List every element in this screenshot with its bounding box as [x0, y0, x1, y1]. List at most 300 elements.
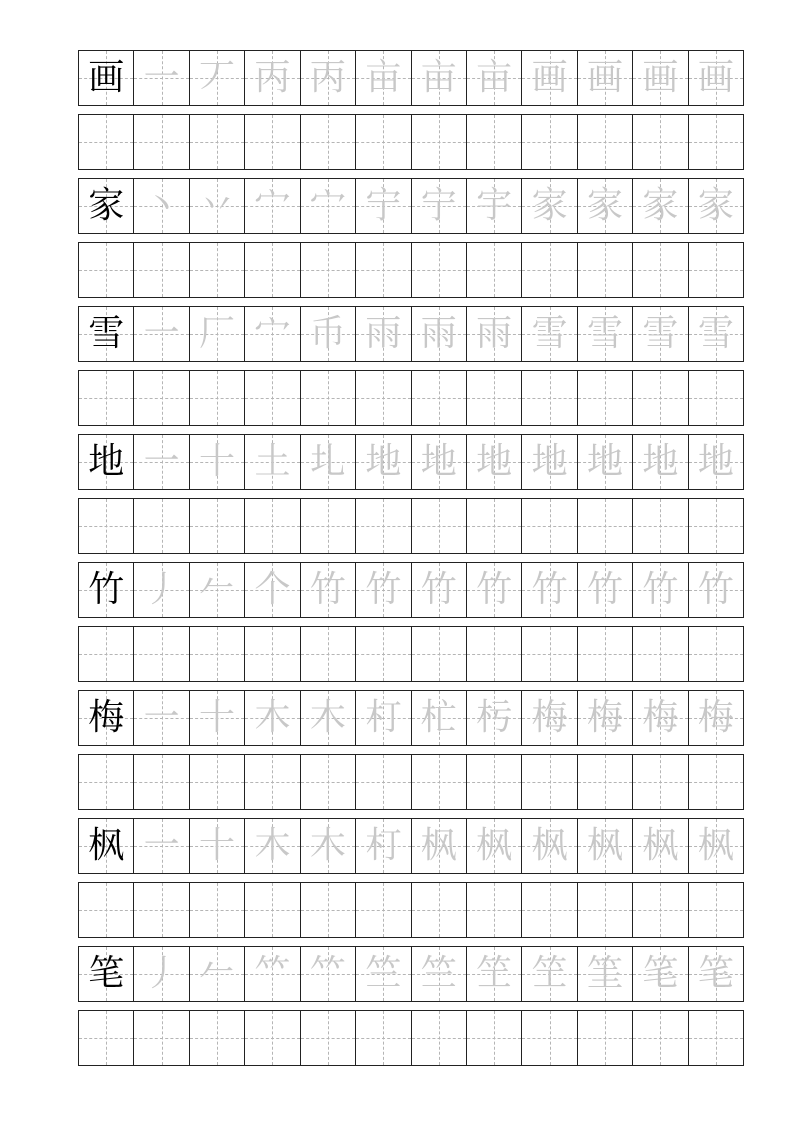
- stroke-order-character: 朾: [365, 697, 402, 738]
- trace-cell: [356, 307, 411, 361]
- stroke-order-character: 十: [199, 825, 236, 866]
- trace-cell: [522, 51, 577, 105]
- stroke-order-character: 枫: [531, 825, 568, 866]
- trace-cell: [522, 691, 577, 745]
- trace-cell: [578, 691, 633, 745]
- stroke-order-character: 梅: [642, 697, 679, 738]
- stroke-order-character: 枫: [697, 825, 734, 866]
- blank-cell: [301, 115, 356, 169]
- trace-cell: [633, 563, 688, 617]
- stroke-order-character: 朾: [365, 825, 402, 866]
- stroke-order-character: 竹: [642, 569, 679, 610]
- blank-cell: [467, 1011, 522, 1065]
- blank-cell: [633, 115, 688, 169]
- stroke-order-character: 雨: [365, 313, 402, 354]
- blank-cell: [356, 755, 411, 809]
- blank-practice-row: [78, 114, 744, 170]
- blank-practice-row: [78, 754, 744, 810]
- blank-cell: [412, 1011, 467, 1065]
- blank-cell: [578, 243, 633, 297]
- blank-cell: [245, 627, 300, 681]
- stroke-order-character: 个: [254, 569, 291, 610]
- blank-cell: [356, 883, 411, 937]
- blank-cell: [522, 499, 577, 553]
- model-character: 家: [88, 185, 125, 226]
- model-cell: [79, 435, 134, 489]
- stroke-order-character: 雪: [531, 313, 568, 354]
- blank-cell: [134, 371, 189, 425]
- stroke-order-character: 枫: [642, 825, 679, 866]
- trace-cell: [301, 819, 356, 873]
- blank-practice-row: [78, 882, 744, 938]
- blank-cell: [245, 115, 300, 169]
- blank-cell: [467, 755, 522, 809]
- stroke-order-character: 地: [587, 441, 624, 482]
- blank-cell: [578, 755, 633, 809]
- stroke-order-character: 地: [365, 441, 402, 482]
- stroke-order-character: 丙: [309, 57, 346, 98]
- blank-cell: [522, 371, 577, 425]
- blank-cell: [134, 115, 189, 169]
- stroke-order-character: 画: [642, 57, 679, 98]
- blank-cell: [356, 115, 411, 169]
- blank-cell: [190, 499, 245, 553]
- trace-cell: [467, 179, 522, 233]
- stroke-order-character: 地: [420, 441, 457, 482]
- stroke-order-character: 画: [697, 57, 734, 98]
- blank-cell: [689, 243, 743, 297]
- stroke-order-character: 𠂉: [199, 953, 236, 994]
- trace-cell: [245, 179, 300, 233]
- trace-cell: [245, 691, 300, 745]
- stroke-order-character: 竹: [587, 569, 624, 610]
- blank-cell: [190, 755, 245, 809]
- blank-practice-row: [78, 498, 744, 554]
- trace-cell: [134, 179, 189, 233]
- trace-cell: [578, 179, 633, 233]
- stroke-order-character: 丙: [254, 57, 291, 98]
- blank-cell: [633, 883, 688, 937]
- stroke-order-character: 𥫗: [309, 953, 346, 994]
- trace-cell: [356, 563, 411, 617]
- stroke-order-character: 竹: [309, 569, 346, 610]
- trace-cell: [412, 51, 467, 105]
- trace-cell: [134, 51, 189, 105]
- trace-cell: [633, 691, 688, 745]
- blank-cell: [245, 755, 300, 809]
- blank-cell: [633, 371, 688, 425]
- blank-cell: [689, 499, 743, 553]
- trace-cell: [633, 947, 688, 1001]
- stroke-order-character: 竹: [531, 569, 568, 610]
- trace-cell: [190, 563, 245, 617]
- trace-cell: [356, 435, 411, 489]
- blank-practice-row: [78, 626, 744, 682]
- blank-cell: [578, 627, 633, 681]
- stroke-order-character: 雪: [642, 313, 679, 354]
- blank-cell: [412, 371, 467, 425]
- stroke-order-character: 家: [531, 185, 568, 226]
- blank-cell: [190, 371, 245, 425]
- trace-cell: [134, 307, 189, 361]
- blank-cell: [356, 627, 411, 681]
- blank-cell: [578, 371, 633, 425]
- stroke-order-character: 圠: [309, 441, 346, 482]
- trace-cell: [301, 691, 356, 745]
- trace-cell: [578, 51, 633, 105]
- blank-cell: [467, 883, 522, 937]
- blank-cell: [79, 1011, 134, 1065]
- trace-cell: [689, 307, 743, 361]
- trace-cell: [412, 947, 467, 1001]
- trace-cell: [689, 947, 743, 1001]
- model-cell: [79, 947, 134, 1001]
- trace-cell: [467, 563, 522, 617]
- trace-cell: [301, 563, 356, 617]
- blank-cell: [689, 883, 743, 937]
- trace-cell: [689, 51, 743, 105]
- stroke-order-character: 竹: [420, 569, 457, 610]
- model-cell: [79, 691, 134, 745]
- blank-cell: [522, 883, 577, 937]
- blank-cell: [79, 755, 134, 809]
- blank-cell: [356, 1011, 411, 1065]
- trace-cell: [412, 819, 467, 873]
- trace-cell: [467, 307, 522, 361]
- stroke-order-character: 厂: [199, 313, 236, 354]
- stroke-order-character: 宀: [254, 313, 291, 354]
- trace-cell: [190, 51, 245, 105]
- blank-cell: [134, 243, 189, 297]
- stroke-order-character: 地: [697, 441, 734, 482]
- blank-cell: [245, 371, 300, 425]
- blank-cell: [578, 499, 633, 553]
- blank-practice-row: [78, 1010, 744, 1066]
- stroke-order-character: 土: [254, 441, 291, 482]
- blank-cell: [522, 627, 577, 681]
- tracing-row: [78, 818, 744, 874]
- trace-cell: [578, 307, 633, 361]
- trace-cell: [190, 307, 245, 361]
- blank-cell: [245, 499, 300, 553]
- stroke-order-character: 画: [587, 57, 624, 98]
- model-cell: [79, 307, 134, 361]
- blank-cell: [245, 1011, 300, 1065]
- stroke-order-character: 一: [143, 57, 180, 98]
- trace-cell: [356, 51, 411, 105]
- blank-cell: [467, 115, 522, 169]
- trace-cell: [245, 435, 300, 489]
- stroke-order-character: 宀: [254, 185, 291, 226]
- blank-cell: [633, 1011, 688, 1065]
- stroke-order-character: 竹: [476, 569, 513, 610]
- blank-cell: [689, 1011, 743, 1065]
- stroke-order-character: 雨: [476, 313, 513, 354]
- stroke-order-character: 家: [642, 185, 679, 226]
- blank-cell: [467, 627, 522, 681]
- stroke-order-character: 笔: [642, 953, 679, 994]
- trace-cell: [356, 691, 411, 745]
- stroke-order-character: 地: [642, 441, 679, 482]
- trace-cell: [412, 563, 467, 617]
- trace-cell: [633, 435, 688, 489]
- blank-cell: [578, 883, 633, 937]
- blank-cell: [412, 755, 467, 809]
- trace-cell: [245, 947, 300, 1001]
- trace-cell: [578, 819, 633, 873]
- blank-cell: [190, 115, 245, 169]
- stroke-order-character: 丿: [143, 953, 180, 994]
- trace-cell: [301, 307, 356, 361]
- trace-cell: [522, 435, 577, 489]
- stroke-order-character: 梅: [587, 697, 624, 738]
- model-character: 枫: [88, 825, 125, 866]
- stroke-order-character: 丿: [143, 569, 180, 610]
- blank-cell: [79, 371, 134, 425]
- stroke-order-character: 梅: [697, 697, 734, 738]
- blank-cell: [578, 115, 633, 169]
- stroke-order-character: 十: [199, 441, 236, 482]
- model-cell: [79, 563, 134, 617]
- stroke-order-character: 家: [697, 185, 734, 226]
- trace-cell: [689, 179, 743, 233]
- stroke-order-character: 木: [309, 825, 346, 866]
- trace-cell: [522, 563, 577, 617]
- blank-cell: [134, 883, 189, 937]
- trace-cell: [467, 819, 522, 873]
- trace-cell: [245, 307, 300, 361]
- blank-cell: [301, 499, 356, 553]
- trace-cell: [190, 819, 245, 873]
- stroke-order-character: 𠂉: [199, 569, 236, 610]
- stroke-order-character: 地: [531, 441, 568, 482]
- trace-cell: [301, 947, 356, 1001]
- trace-cell: [301, 435, 356, 489]
- trace-cell: [412, 435, 467, 489]
- model-cell: [79, 51, 134, 105]
- stroke-order-character: 丆: [199, 57, 236, 98]
- stroke-order-character: 杇: [476, 697, 513, 738]
- stroke-order-character: 丷: [199, 185, 236, 226]
- blank-cell: [467, 371, 522, 425]
- stroke-order-character: 丶: [143, 185, 180, 226]
- stroke-order-character: 雨: [420, 313, 457, 354]
- stroke-order-character: 梅: [531, 697, 568, 738]
- stroke-order-character: 一: [143, 313, 180, 354]
- model-character: 画: [88, 57, 125, 98]
- tracing-row: [78, 434, 744, 490]
- trace-cell: [356, 819, 411, 873]
- stroke-order-character: 地: [476, 441, 513, 482]
- trace-cell: [522, 179, 577, 233]
- stroke-order-character: 枫: [420, 825, 457, 866]
- stroke-order-character: 笔: [697, 953, 734, 994]
- blank-cell: [522, 1011, 577, 1065]
- trace-cell: [578, 947, 633, 1001]
- blank-practice-row: [78, 242, 744, 298]
- blank-cell: [689, 371, 743, 425]
- stroke-order-character: 枫: [587, 825, 624, 866]
- tracing-row: [78, 562, 744, 618]
- stroke-order-character: 木: [254, 697, 291, 738]
- model-character: 竹: [88, 569, 125, 610]
- stroke-order-character: 笁: [531, 953, 568, 994]
- model-cell: [79, 179, 134, 233]
- blank-cell: [301, 371, 356, 425]
- trace-cell: [633, 819, 688, 873]
- trace-cell: [689, 563, 743, 617]
- trace-cell: [134, 691, 189, 745]
- blank-cell: [134, 627, 189, 681]
- trace-cell: [522, 947, 577, 1001]
- trace-cell: [633, 179, 688, 233]
- tracing-row: [78, 50, 744, 106]
- stroke-order-character: 币: [309, 313, 346, 354]
- trace-cell: [190, 435, 245, 489]
- blank-cell: [190, 883, 245, 937]
- blank-cell: [412, 115, 467, 169]
- model-cell: [79, 819, 134, 873]
- trace-cell: [522, 819, 577, 873]
- blank-cell: [412, 243, 467, 297]
- stroke-order-character: 宁: [420, 185, 457, 226]
- blank-cell: [301, 755, 356, 809]
- stroke-order-character: 画: [531, 57, 568, 98]
- blank-cell: [301, 627, 356, 681]
- stroke-order-character: 竺: [365, 953, 402, 994]
- blank-cell: [190, 243, 245, 297]
- trace-cell: [578, 563, 633, 617]
- blank-cell: [79, 499, 134, 553]
- model-character: 梅: [88, 697, 125, 738]
- stroke-order-character: 家: [587, 185, 624, 226]
- blank-cell: [689, 627, 743, 681]
- trace-cell: [190, 947, 245, 1001]
- trace-cell: [633, 307, 688, 361]
- blank-cell: [689, 755, 743, 809]
- trace-cell: [467, 947, 522, 1001]
- stroke-order-character: 亩: [420, 57, 457, 98]
- stroke-order-character: 杧: [420, 697, 457, 738]
- stroke-order-character: 木: [309, 697, 346, 738]
- trace-cell: [467, 51, 522, 105]
- stroke-order-character: 筀: [587, 953, 624, 994]
- blank-cell: [245, 243, 300, 297]
- stroke-order-character: 𥫗: [254, 953, 291, 994]
- blank-cell: [79, 243, 134, 297]
- stroke-order-character: 亩: [365, 57, 402, 98]
- trace-cell: [412, 307, 467, 361]
- blank-cell: [467, 499, 522, 553]
- blank-cell: [301, 243, 356, 297]
- blank-cell: [633, 755, 688, 809]
- trace-cell: [134, 947, 189, 1001]
- blank-cell: [522, 755, 577, 809]
- blank-cell: [412, 499, 467, 553]
- blank-cell: [79, 115, 134, 169]
- blank-cell: [356, 371, 411, 425]
- trace-cell: [245, 819, 300, 873]
- blank-cell: [134, 1011, 189, 1065]
- blank-cell: [245, 883, 300, 937]
- stroke-order-character: 一: [143, 441, 180, 482]
- blank-cell: [301, 1011, 356, 1065]
- stroke-order-character: 宀: [309, 185, 346, 226]
- stroke-order-character: 枫: [476, 825, 513, 866]
- trace-cell: [689, 819, 743, 873]
- blank-cell: [190, 1011, 245, 1065]
- trace-cell: [467, 435, 522, 489]
- trace-cell: [134, 563, 189, 617]
- blank-cell: [190, 627, 245, 681]
- tracing-row: [78, 946, 744, 1002]
- stroke-order-character: 竹: [365, 569, 402, 610]
- blank-cell: [79, 883, 134, 937]
- trace-cell: [578, 435, 633, 489]
- stroke-order-character: 雪: [587, 313, 624, 354]
- stroke-order-character: 亩: [476, 57, 513, 98]
- tracing-row: [78, 690, 744, 746]
- stroke-order-character: 一: [143, 697, 180, 738]
- stroke-order-character: 十: [199, 697, 236, 738]
- blank-cell: [412, 627, 467, 681]
- blank-practice-row: [78, 370, 744, 426]
- trace-cell: [134, 435, 189, 489]
- stroke-order-character: 一: [143, 825, 180, 866]
- blank-cell: [633, 627, 688, 681]
- trace-cell: [134, 819, 189, 873]
- trace-cell: [522, 307, 577, 361]
- tracing-row: [78, 178, 744, 234]
- stroke-order-character: 竺: [420, 953, 457, 994]
- stroke-order-character: 宇: [476, 185, 513, 226]
- trace-cell: [356, 179, 411, 233]
- trace-cell: [190, 179, 245, 233]
- blank-cell: [633, 499, 688, 553]
- tracing-row: [78, 306, 744, 362]
- trace-cell: [245, 563, 300, 617]
- blank-cell: [522, 243, 577, 297]
- model-character: 笔: [88, 953, 125, 994]
- trace-cell: [467, 691, 522, 745]
- practice-sheet: [78, 50, 744, 1074]
- blank-cell: [467, 243, 522, 297]
- trace-cell: [190, 691, 245, 745]
- blank-cell: [134, 499, 189, 553]
- stroke-order-character: 宁: [365, 185, 402, 226]
- stroke-order-character: 雪: [697, 313, 734, 354]
- stroke-order-character: 竹: [697, 569, 734, 610]
- stroke-order-character: 木: [254, 825, 291, 866]
- trace-cell: [689, 691, 743, 745]
- trace-cell: [689, 435, 743, 489]
- trace-cell: [412, 179, 467, 233]
- trace-cell: [356, 947, 411, 1001]
- model-character: 雪: [88, 313, 125, 354]
- blank-cell: [689, 115, 743, 169]
- blank-cell: [522, 115, 577, 169]
- blank-cell: [79, 627, 134, 681]
- trace-cell: [245, 51, 300, 105]
- blank-cell: [412, 883, 467, 937]
- blank-cell: [578, 1011, 633, 1065]
- trace-cell: [301, 51, 356, 105]
- blank-cell: [134, 755, 189, 809]
- blank-cell: [301, 883, 356, 937]
- trace-cell: [301, 179, 356, 233]
- stroke-order-character: 笁: [476, 953, 513, 994]
- blank-cell: [356, 243, 411, 297]
